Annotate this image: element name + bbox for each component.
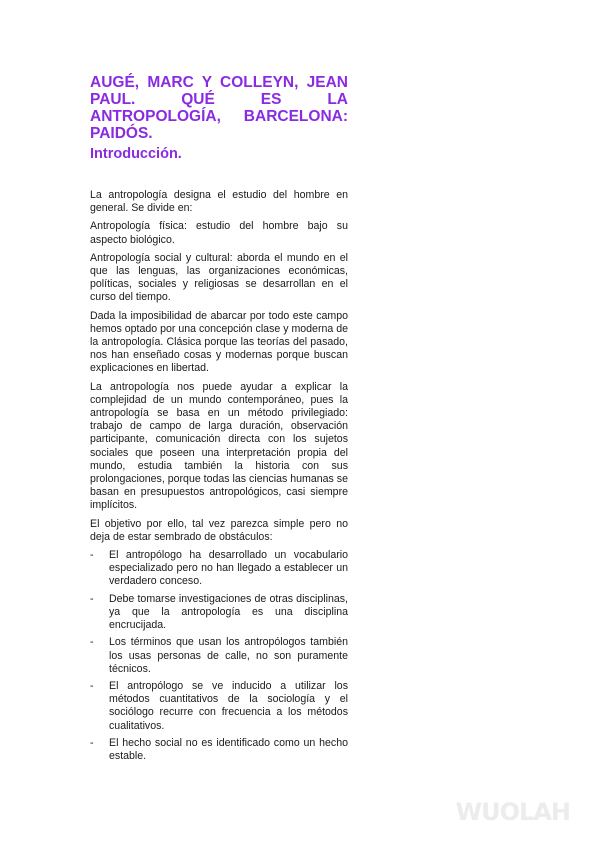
list-item-text: El hecho social no es identificado como un hecho estable. [109, 736, 348, 762]
list-item [90, 636, 348, 676]
list-item [90, 737, 348, 763]
list-item [90, 593, 348, 633]
list-item-text: Los términos que usan los antropólogos también los usas personas de calle, no son puramente técnicos. [109, 636, 348, 675]
list-item-text: El antropólogo ha desarrollado un vocabulario especializado pero no han llegado a establecer un verdadero conceso. [109, 549, 348, 588]
paragraph: Antropología física: estudio del hombre bajo su aspecto biológico. [90, 220, 348, 246]
paragraph: La antropología nos puede ayudar a explicar la complejidad de un mundo contemporáneo, pues la antropología se basa en un método privilegiado: trabajo de campo de larga duración, observación participante, comunicación directa con los sujetos sociales que poseen una interpretación propia del mundo, estudia también la historia con sus prolongaciones, porque todas las ciencias humanas se basan en presupuestos antropológicos, casi siempre implícitos. [90, 380, 348, 512]
obstacles-list [90, 549, 348, 763]
list-item-text: Debe tomarse investigaciones de otras disciplinas, ya que la antropología es una disciplina encrucijada. [109, 592, 348, 632]
wuolah-watermark: WUOLAH [455, 798, 570, 826]
list-item [90, 680, 348, 733]
document-page [90, 74, 348, 767]
dash-bullet: - [90, 592, 94, 605]
document-title: AUGÉ, MARC Y COLLEYN, JEAN PAUL. QUÉ ES LA ANTROPOLOGÍA, BARCELONA: PAIDÓS. [90, 74, 348, 142]
paragraph: La antropología designa el estudio del hombre en general. Se divide en: [90, 189, 348, 215]
list-item-text: El antropólogo se ve inducido a utilizar los métodos cuantitativos de la sociología y el sociólogo recurre con frecuencia a los métodos cualitativos. [109, 679, 348, 732]
dash-bullet: - [90, 549, 94, 562]
dash-bullet: - [90, 679, 94, 692]
list-item [90, 549, 348, 589]
section-heading: Introducción. [90, 146, 182, 162]
dash-bullet: - [90, 636, 94, 649]
paragraph: Antropología social y cultural: aborda el mundo en el que las lenguas, las organizaciones económicas, políticas, sociales y religiosas se desarrollan en el curso del tiempo. [90, 251, 348, 304]
paragraph: El objetivo por ello, tal vez parezca simple pero no deja de estar sembrado de obstáculos: [90, 517, 348, 543]
paragraph: Dada la imposibilidad de abarcar por todo este campo hemos optado por una concepción clase y moderna de la antropología. Clásica porque las teorías del pasado, nos han enseñado cosas y modernas porque buscan explicaciones en libertad. [90, 309, 348, 375]
dash-bullet: - [90, 736, 94, 749]
